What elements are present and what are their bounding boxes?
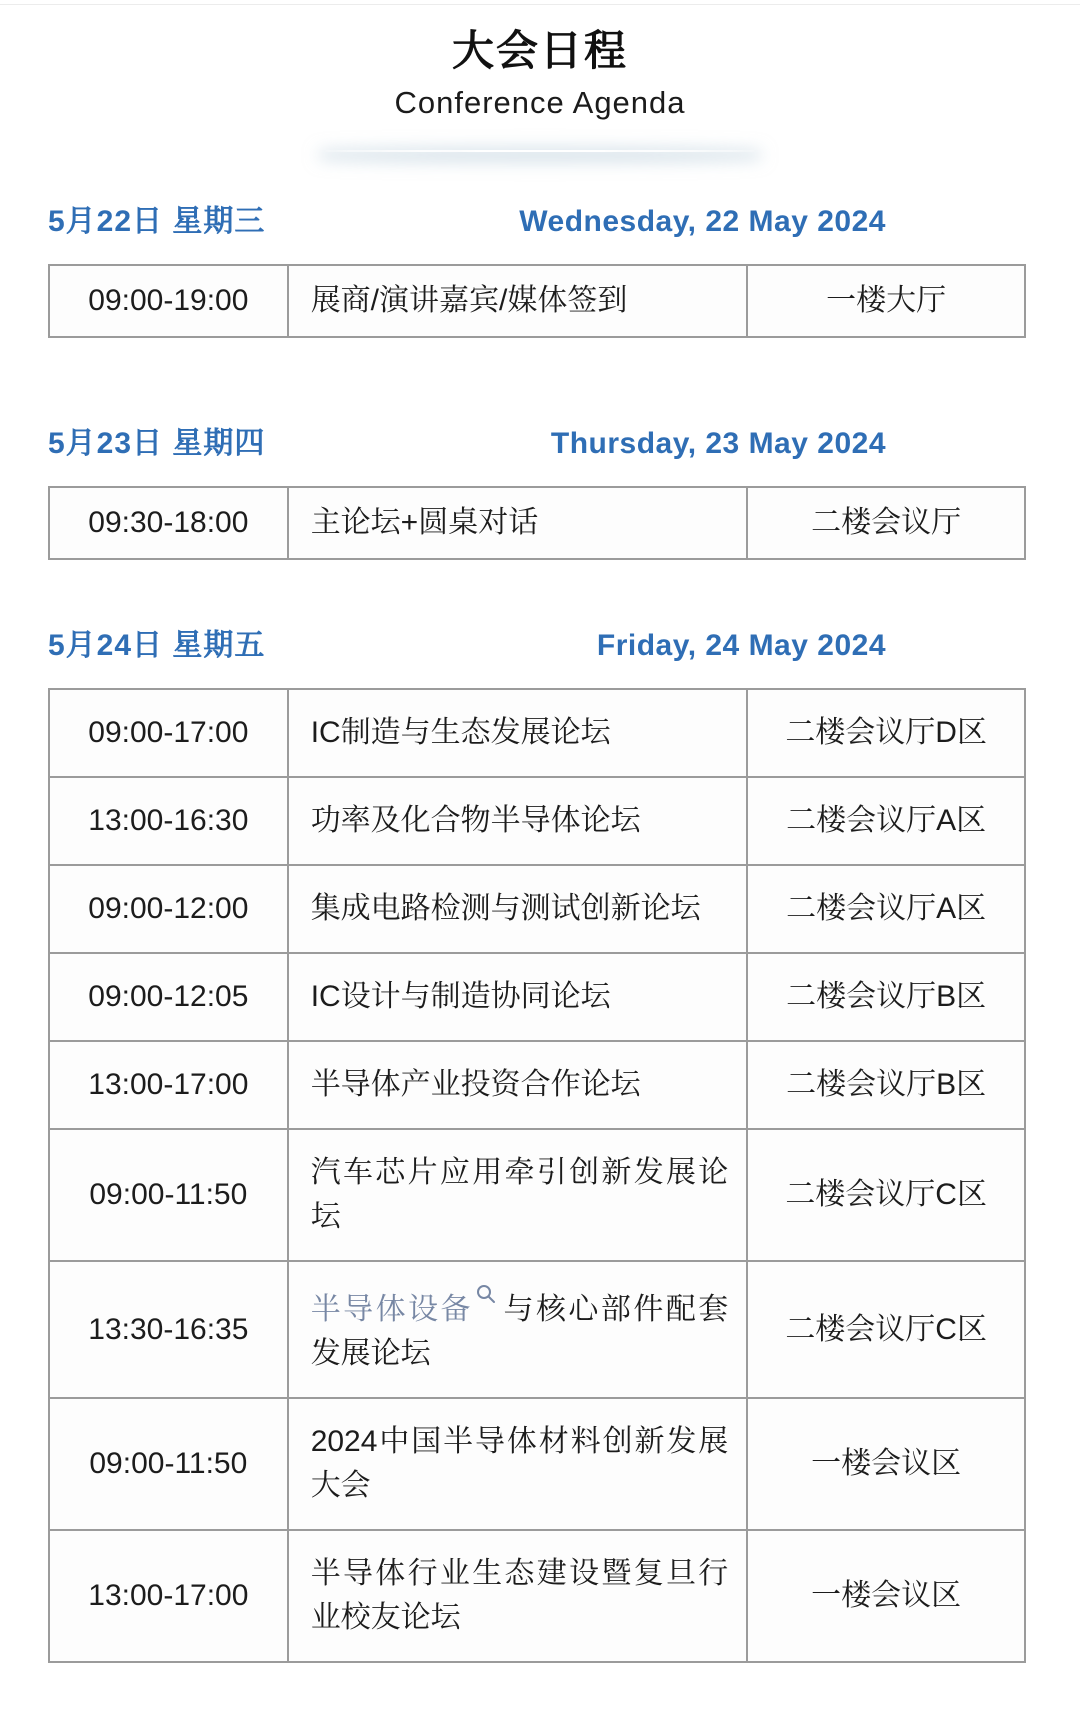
top-hairline <box>0 4 1080 5</box>
event-cell: 2024中国半导体材料创新发展大会 <box>288 1398 748 1530</box>
day-header <box>48 620 1026 664</box>
page-title-en: Conference Agenda <box>394 85 686 120</box>
location-cell: 二楼会议厅 <box>747 487 1025 559</box>
table-row <box>49 1261 1025 1398</box>
table-row <box>49 1041 1025 1129</box>
date-label-zh: 5月24日 星期五 <box>48 629 266 662</box>
table-row <box>49 953 1025 1041</box>
table-row <box>49 1398 1025 1530</box>
event-cell: 集成电路检测与测试创新论坛 <box>288 865 748 953</box>
location-cell: 一楼大厅 <box>747 265 1025 337</box>
location-cell: 二楼会议厅D区 <box>747 689 1025 777</box>
location-cell: 二楼会议厅A区 <box>747 777 1025 865</box>
time-cell: 13:00-17:00 <box>49 1530 288 1662</box>
table-row <box>49 1129 1025 1261</box>
header-shadow-divider <box>325 150 755 152</box>
time-cell: 13:00-16:30 <box>49 777 288 865</box>
time-cell: 13:00-17:00 <box>49 1041 288 1129</box>
day-header <box>48 196 1026 240</box>
time-cell: 09:00-17:00 <box>49 689 288 777</box>
location-cell: 二楼会议厅C区 <box>747 1129 1025 1261</box>
table-row <box>49 777 1025 865</box>
table-row <box>49 1530 1025 1662</box>
day-header <box>48 418 1026 462</box>
table-row <box>49 265 1025 337</box>
location-cell: 二楼会议厅A区 <box>747 865 1025 953</box>
page-header <box>0 0 1080 124</box>
event-cell: 半导体行业生态建设暨复旦行业校友论坛 <box>288 1530 748 1662</box>
time-cell: 09:30-18:00 <box>49 487 288 559</box>
table-row <box>49 865 1025 953</box>
event-cell: 主论坛+圆桌对话 <box>288 487 748 559</box>
day-section-friday <box>48 620 1026 1663</box>
event-cell: 功率及化合物半导体论坛 <box>288 777 748 865</box>
location-cell: 一楼会议区 <box>747 1530 1025 1662</box>
time-cell: 09:00-11:50 <box>49 1129 288 1261</box>
time-cell: 09:00-11:50 <box>49 1398 288 1530</box>
highlighted-search-term[interactable]: 半导体设备 <box>310 1293 474 1326</box>
event-cell: 展商/演讲嘉宾/媒体签到 <box>288 265 748 337</box>
search-icon[interactable] <box>475 1283 497 1305</box>
table-row <box>49 487 1025 559</box>
location-cell: 二楼会议厅C区 <box>747 1261 1025 1398</box>
day-section-thursday <box>48 418 1026 560</box>
location-cell: 二楼会议厅B区 <box>747 1041 1025 1129</box>
event-cell <box>288 1261 748 1398</box>
event-text-rest: 与核心部件配套发展论坛 <box>310 1293 729 1370</box>
day-section-wednesday <box>48 196 1026 338</box>
table-row <box>49 689 1025 777</box>
date-label-zh: 5月22日 星期三 <box>48 205 266 238</box>
agenda-table-friday <box>48 688 1026 1663</box>
agenda-table-thursday <box>48 486 1026 560</box>
date-label-en: Wednesday, 22 May 2024 <box>519 205 886 238</box>
date-label-en: Thursday, 23 May 2024 <box>550 427 886 460</box>
time-cell: 13:30-16:35 <box>49 1261 288 1398</box>
page-title-zh: 大会日程 <box>451 27 628 74</box>
time-cell: 09:00-19:00 <box>49 265 288 337</box>
location-cell: 二楼会议厅B区 <box>747 953 1025 1041</box>
time-cell: 09:00-12:00 <box>49 865 288 953</box>
event-cell: IC制造与生态发展论坛 <box>288 689 748 777</box>
time-cell: 09:00-12:05 <box>49 953 288 1041</box>
location-cell: 一楼会议区 <box>747 1398 1025 1530</box>
date-label-en: Friday, 24 May 2024 <box>596 629 886 662</box>
agenda-table-wednesday <box>48 264 1026 338</box>
event-cell: 汽车芯片应用牵引创新发展论坛 <box>288 1129 748 1261</box>
date-label-zh: 5月23日 星期四 <box>48 427 266 460</box>
event-cell: IC设计与制造协同论坛 <box>288 953 748 1041</box>
event-cell: 半导体产业投资合作论坛 <box>288 1041 748 1129</box>
